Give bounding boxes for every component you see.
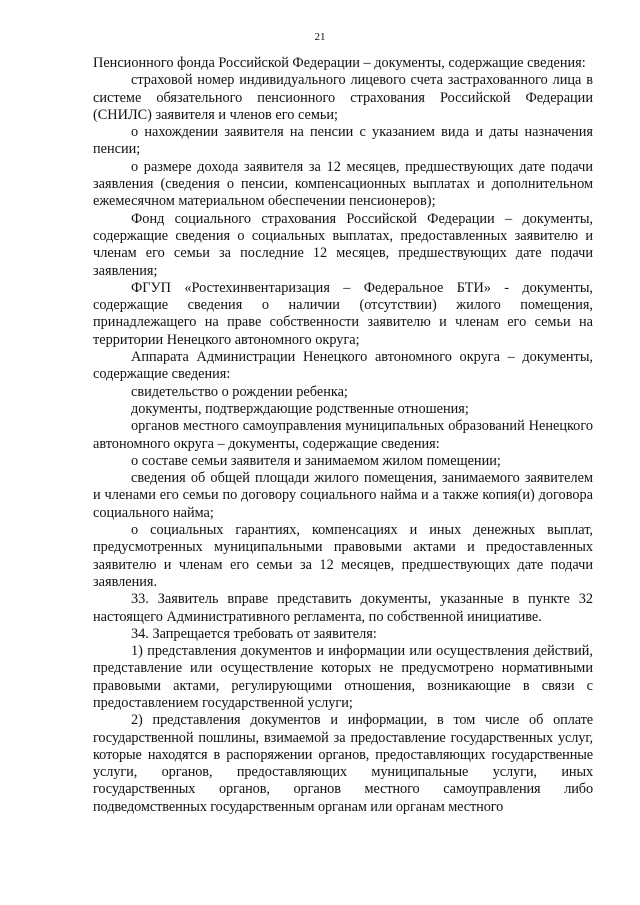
paragraph-item-33: 33. Заявитель вправе представить документы, указанные в пункте 32 настоящего Административного регламента, по собственной инициативе. bbox=[93, 591, 593, 625]
paragraph-pension-status: о нахождении заявителя на пенсии с указанием вида и даты назначения пенсии; bbox=[93, 124, 593, 158]
paragraph-item-34-2: 2) представления документов и информации, в том числе об оплате государственной пошлины, взимаемой за предоставление государственных услуг, которые находятся в распоряжении органов, предоставляющих государственные услуги, органов, предоставляющих муниципальные услуги, иных государственных органов, органов местного самоуправления либо подведомственных государственным органам или органам местного bbox=[93, 712, 593, 815]
paragraph-pfr-intro: Пенсионного фонда Российской Федерации – документы, содержащие сведения: bbox=[93, 55, 586, 71]
paragraph-kinship-documents: документы, подтверждающие родственные отношения; bbox=[131, 400, 469, 417]
document-body bbox=[93, 55, 593, 816]
paragraph-living-area: сведения об общей площади жилого помещения, занимаемого заявителем и членами его семьи по договору социального найма и а также копия(и) договора социального найма; bbox=[93, 470, 593, 521]
paragraph-bti: ФГУП «Ростехинвентаризация – Федеральное БТИ» - документы, содержащие сведения о наличии (отсутствии) жилого помещения, принадлежащего на праве собственности заявителю и членам его семьи на территории Ненецкого автономного округа; bbox=[93, 279, 593, 348]
paragraph-social-guarantees: о социальных гарантиях, компенсациях и иных денежных выплат, предусмотренных муниципальными правовыми актами и предоставленных заявителю и членам его семьи за 12 месяцев, предшествующих дате подачи заявления. bbox=[93, 522, 593, 590]
paragraph-family-composition: о составе семьи заявителя и занимаемом жилом помещении; bbox=[131, 452, 501, 469]
paragraph-income: о размере дохода заявителя за 12 месяцев, предшествующих дате подачи заявления (сведения о пенсии, компенсационных выплатах и дополнительном ежемесячном материальном обеспечении пенсионеров); bbox=[93, 158, 593, 210]
paragraph-item-34-1: 1) представления документов и информации или осуществления действий, представление или осуществление которых не предусмотрено нормативными правовыми актами, регулирующими отношения, возникающие в связи с предоставлением государственной услуги; bbox=[93, 643, 593, 711]
paragraph-local-government: органов местного самоуправления муниципальных образований Ненецкого автономного округа – документы, содержащие сведения: bbox=[93, 418, 593, 452]
paragraph-birth-certificate: свидетельство о рождении ребенка; bbox=[131, 383, 348, 400]
paragraph-item-34: 34. Запрещается требовать от заявителя: bbox=[131, 625, 377, 642]
paragraph-fss: Фонд социального страхования Российской Федерации – документы, содержащие сведения о социальных выплатах, предоставленных заявителю и членам его семьи за последние 12 месяцев, предшествующих дате подачи заявления; bbox=[93, 210, 593, 279]
paragraph-administration: Аппарата Администрации Ненецкого автономного округа – документы, содержащие сведения: bbox=[93, 349, 593, 383]
paragraph-snils: страховой номер индивидуального лицевого счета застрахованного лица в системе обязательного пенсионного страхования Российской Федерации (СНИЛС) заявителя и членов его семьи; bbox=[93, 72, 593, 123]
page-number: 21 bbox=[314, 31, 326, 43]
